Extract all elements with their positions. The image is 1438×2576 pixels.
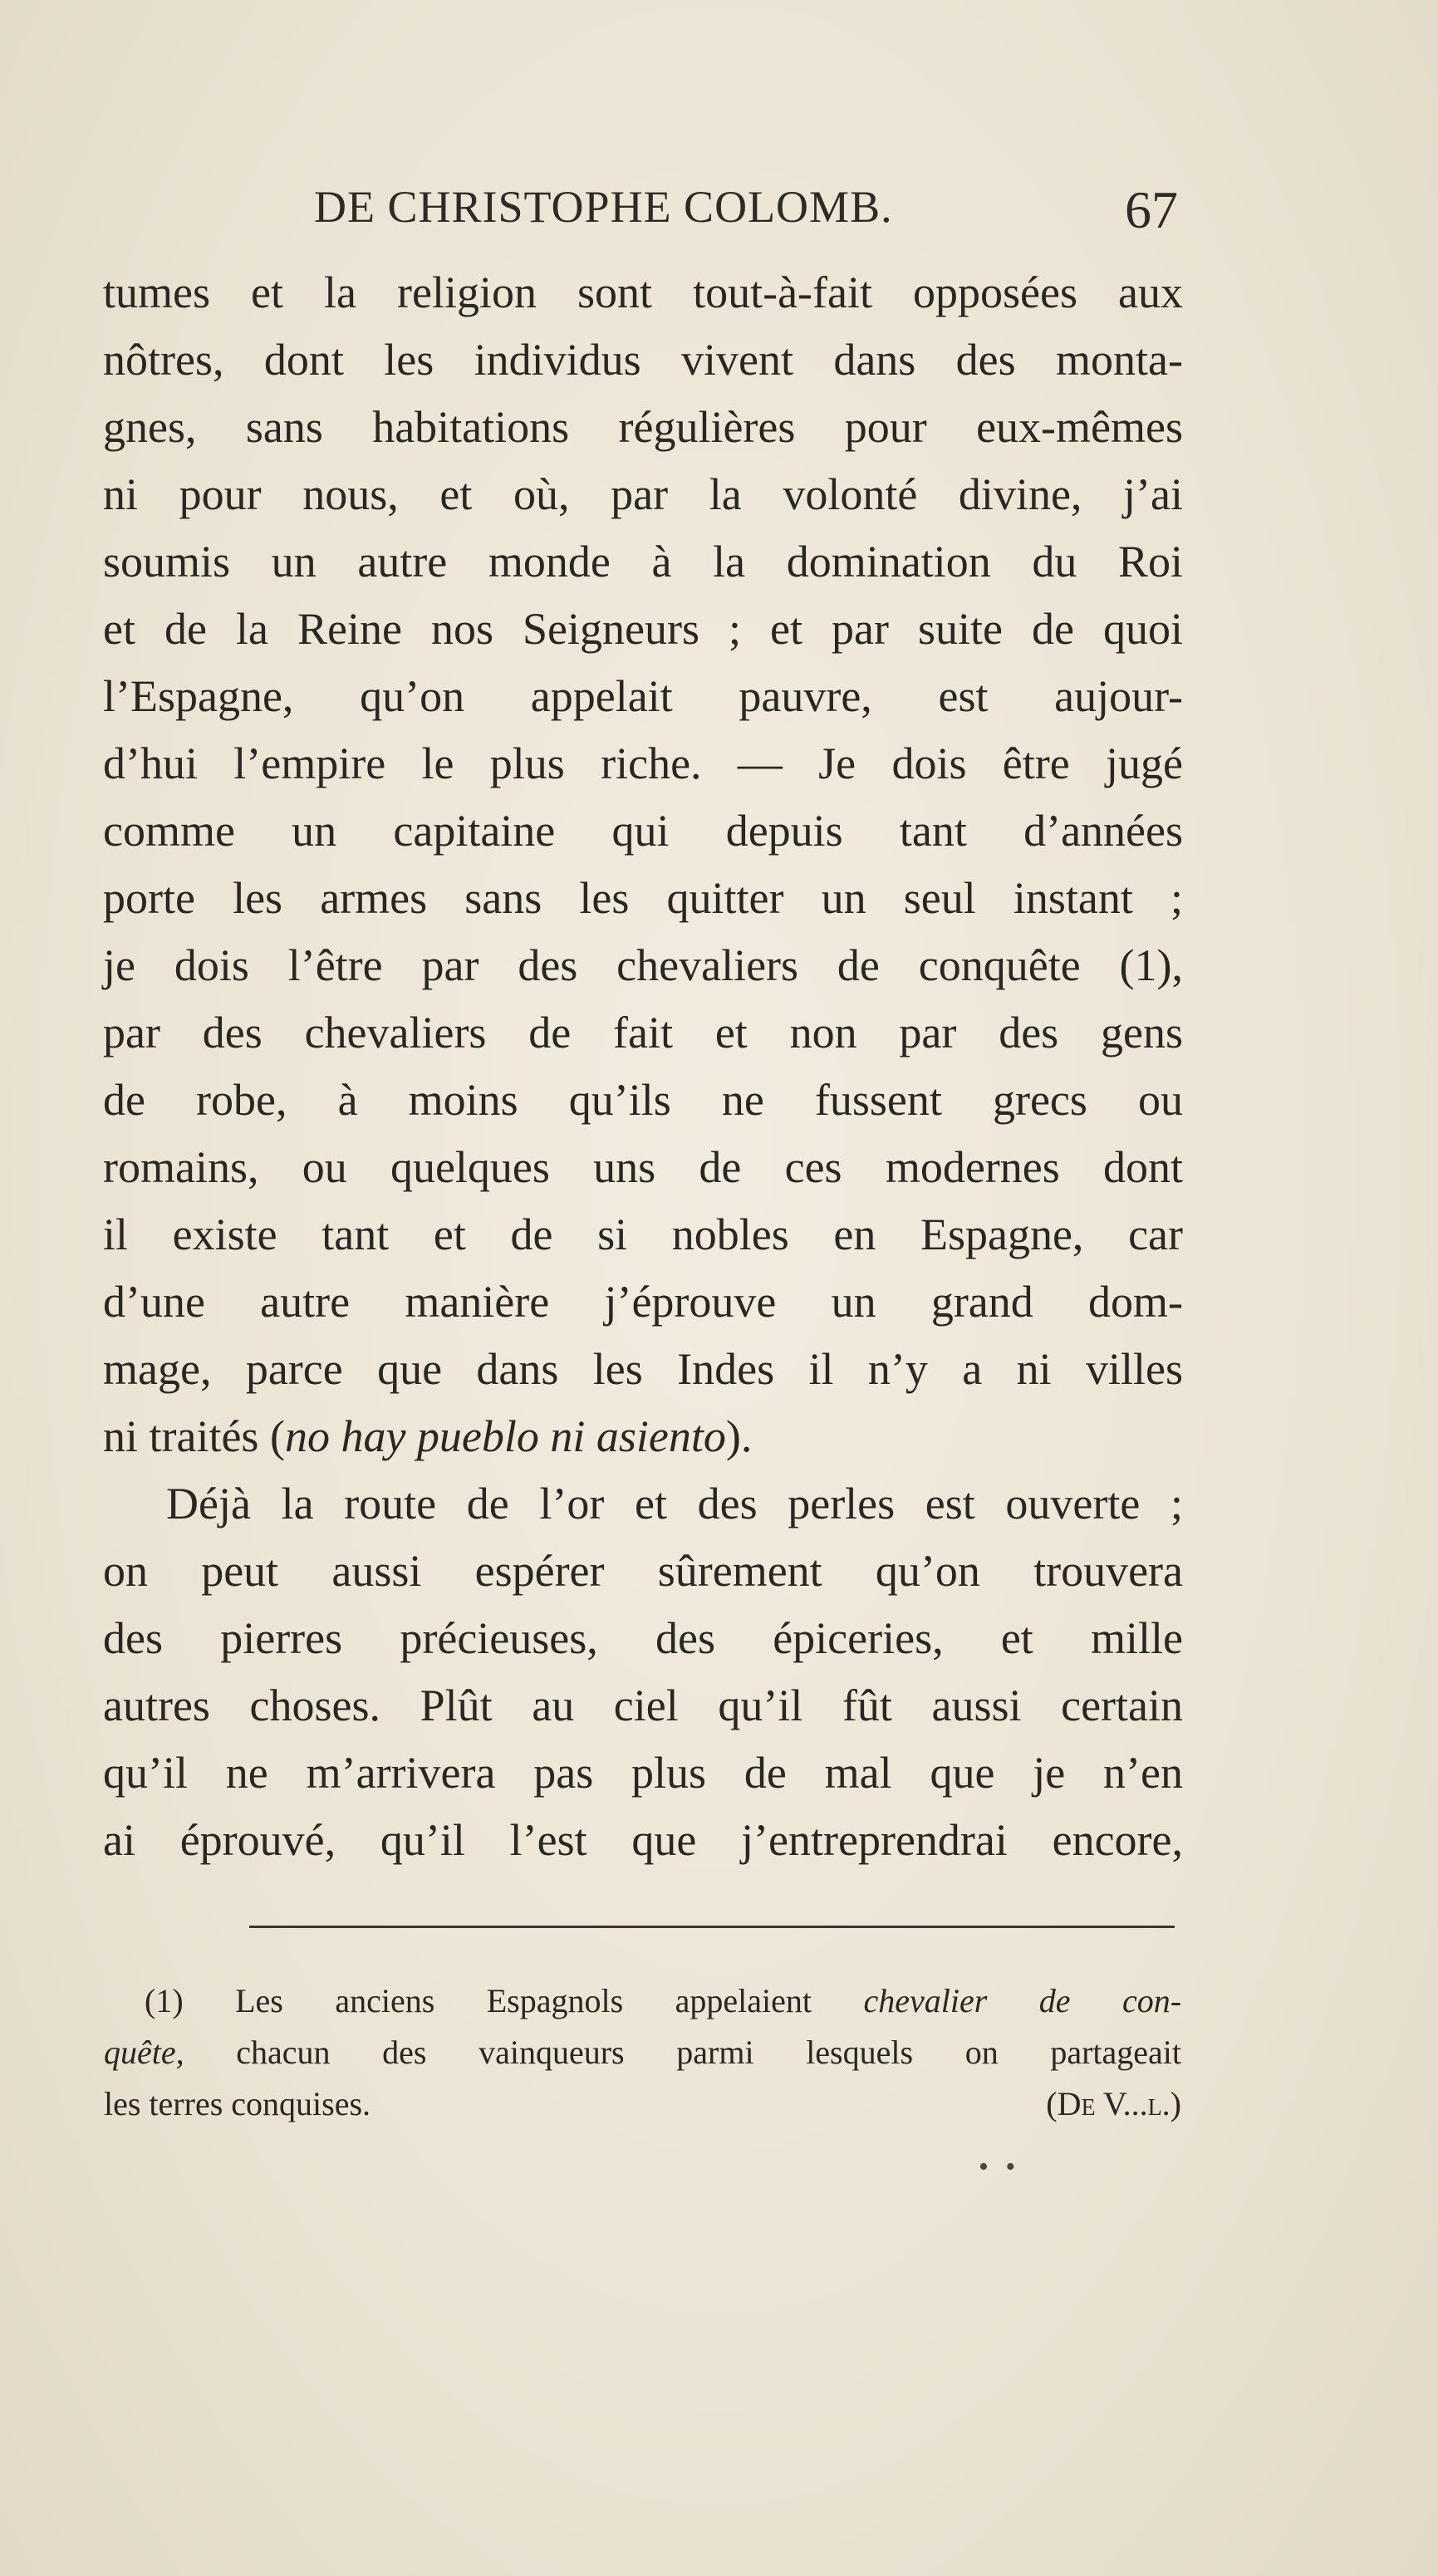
italic-term: chevalier de con- (863, 1982, 1182, 2019)
signature-mark: • • (979, 2152, 1021, 2182)
main-text (103, 259, 1183, 1874)
text-fragment: ni traités ( (103, 1411, 285, 1461)
page-number: 67 (1125, 180, 1178, 239)
running-title: DE CHRISTOPHE COLOMB. (314, 182, 893, 232)
text-line: comme un capitaine qui depuis tant d’années (103, 806, 1183, 856)
footnote-line (104, 2078, 1181, 2130)
text-fragment: les terres conquises. (104, 2085, 371, 2122)
text-line: tumes et la religion sont tout-à-fait opposées aux (103, 267, 1183, 317)
footnote (104, 1975, 1182, 2130)
text-line: d’hui l’empire le plus riche. — Je dois être jugé (103, 738, 1183, 788)
text-line: autres choses. Plût au ciel qu’il fût aussi certain (103, 1681, 1183, 1730)
page-header (106, 181, 1178, 248)
text-line: nôtres, dont les individus vivent dans des monta- (103, 335, 1183, 385)
text-fragment: Les anciens Espagnols appelaient (235, 1982, 812, 2019)
text-line: des pierres précieuses, des épiceries, et mille (103, 1613, 1183, 1663)
text-line: et de la Reine nos Seigneurs ; et par suite de quoi (103, 604, 1183, 654)
text-line: par des chevaliers de fait et non par des gens (103, 1008, 1183, 1057)
footnote-line (104, 2027, 1181, 2078)
text-line: gnes, sans habitations régulières pour eux-mêmes (103, 402, 1183, 452)
text-line: il existe tant et de si nobles en Espagne, car (103, 1209, 1183, 1259)
footnote-line (145, 1975, 1181, 2027)
italic-quote: no hay pueblo ni asiento (284, 1411, 726, 1461)
text-line: d’une autre manière j’éprouve un grand dom- (103, 1277, 1183, 1327)
text-line: romains, ou quelques uns de ces modernes dont (103, 1142, 1183, 1192)
paragraph-first-line: Déjà la route de l’or et des perles est ouverte ; (166, 1479, 1183, 1528)
text-line (103, 1403, 1183, 1470)
text-line: ni pour nous, et où, par la volonté divine, j’ai (103, 469, 1183, 519)
text-fragment: chacun des vainqueurs parmi lesquels on partageait (236, 2034, 1182, 2071)
text-line: ai éprouvé, qu’il l’est que j’entreprendrai encore, (103, 1815, 1183, 1865)
footnote-marker: (1) (145, 1982, 184, 2019)
text-fragment: ). (725, 1411, 753, 1461)
footnote-rule (249, 1926, 1175, 1928)
footnote-attribution: (De V...l.) (1046, 2085, 1181, 2122)
text-line: je dois l’être par des chevaliers de conquête (1), (103, 940, 1183, 990)
text-line: l’Espagne, qu’on appelait pauvre, est aujour- (103, 671, 1183, 721)
text-line: porte les armes sans les quitter un seul instant ; (103, 873, 1183, 923)
text-line: mage, parce que dans les Indes il n’y a ni villes (103, 1344, 1183, 1394)
text-line: de robe, à moins qu’ils ne fussent grecs ou (103, 1075, 1183, 1125)
text-line: qu’il ne m’arrivera pas plus de mal que je n’en (103, 1748, 1183, 1798)
text-line: soumis un autre monde à la domination du Roi (103, 537, 1183, 586)
text-line: on peut aussi espérer sûrement qu’on trouvera (103, 1546, 1183, 1596)
italic-term: quête, (104, 2034, 184, 2071)
